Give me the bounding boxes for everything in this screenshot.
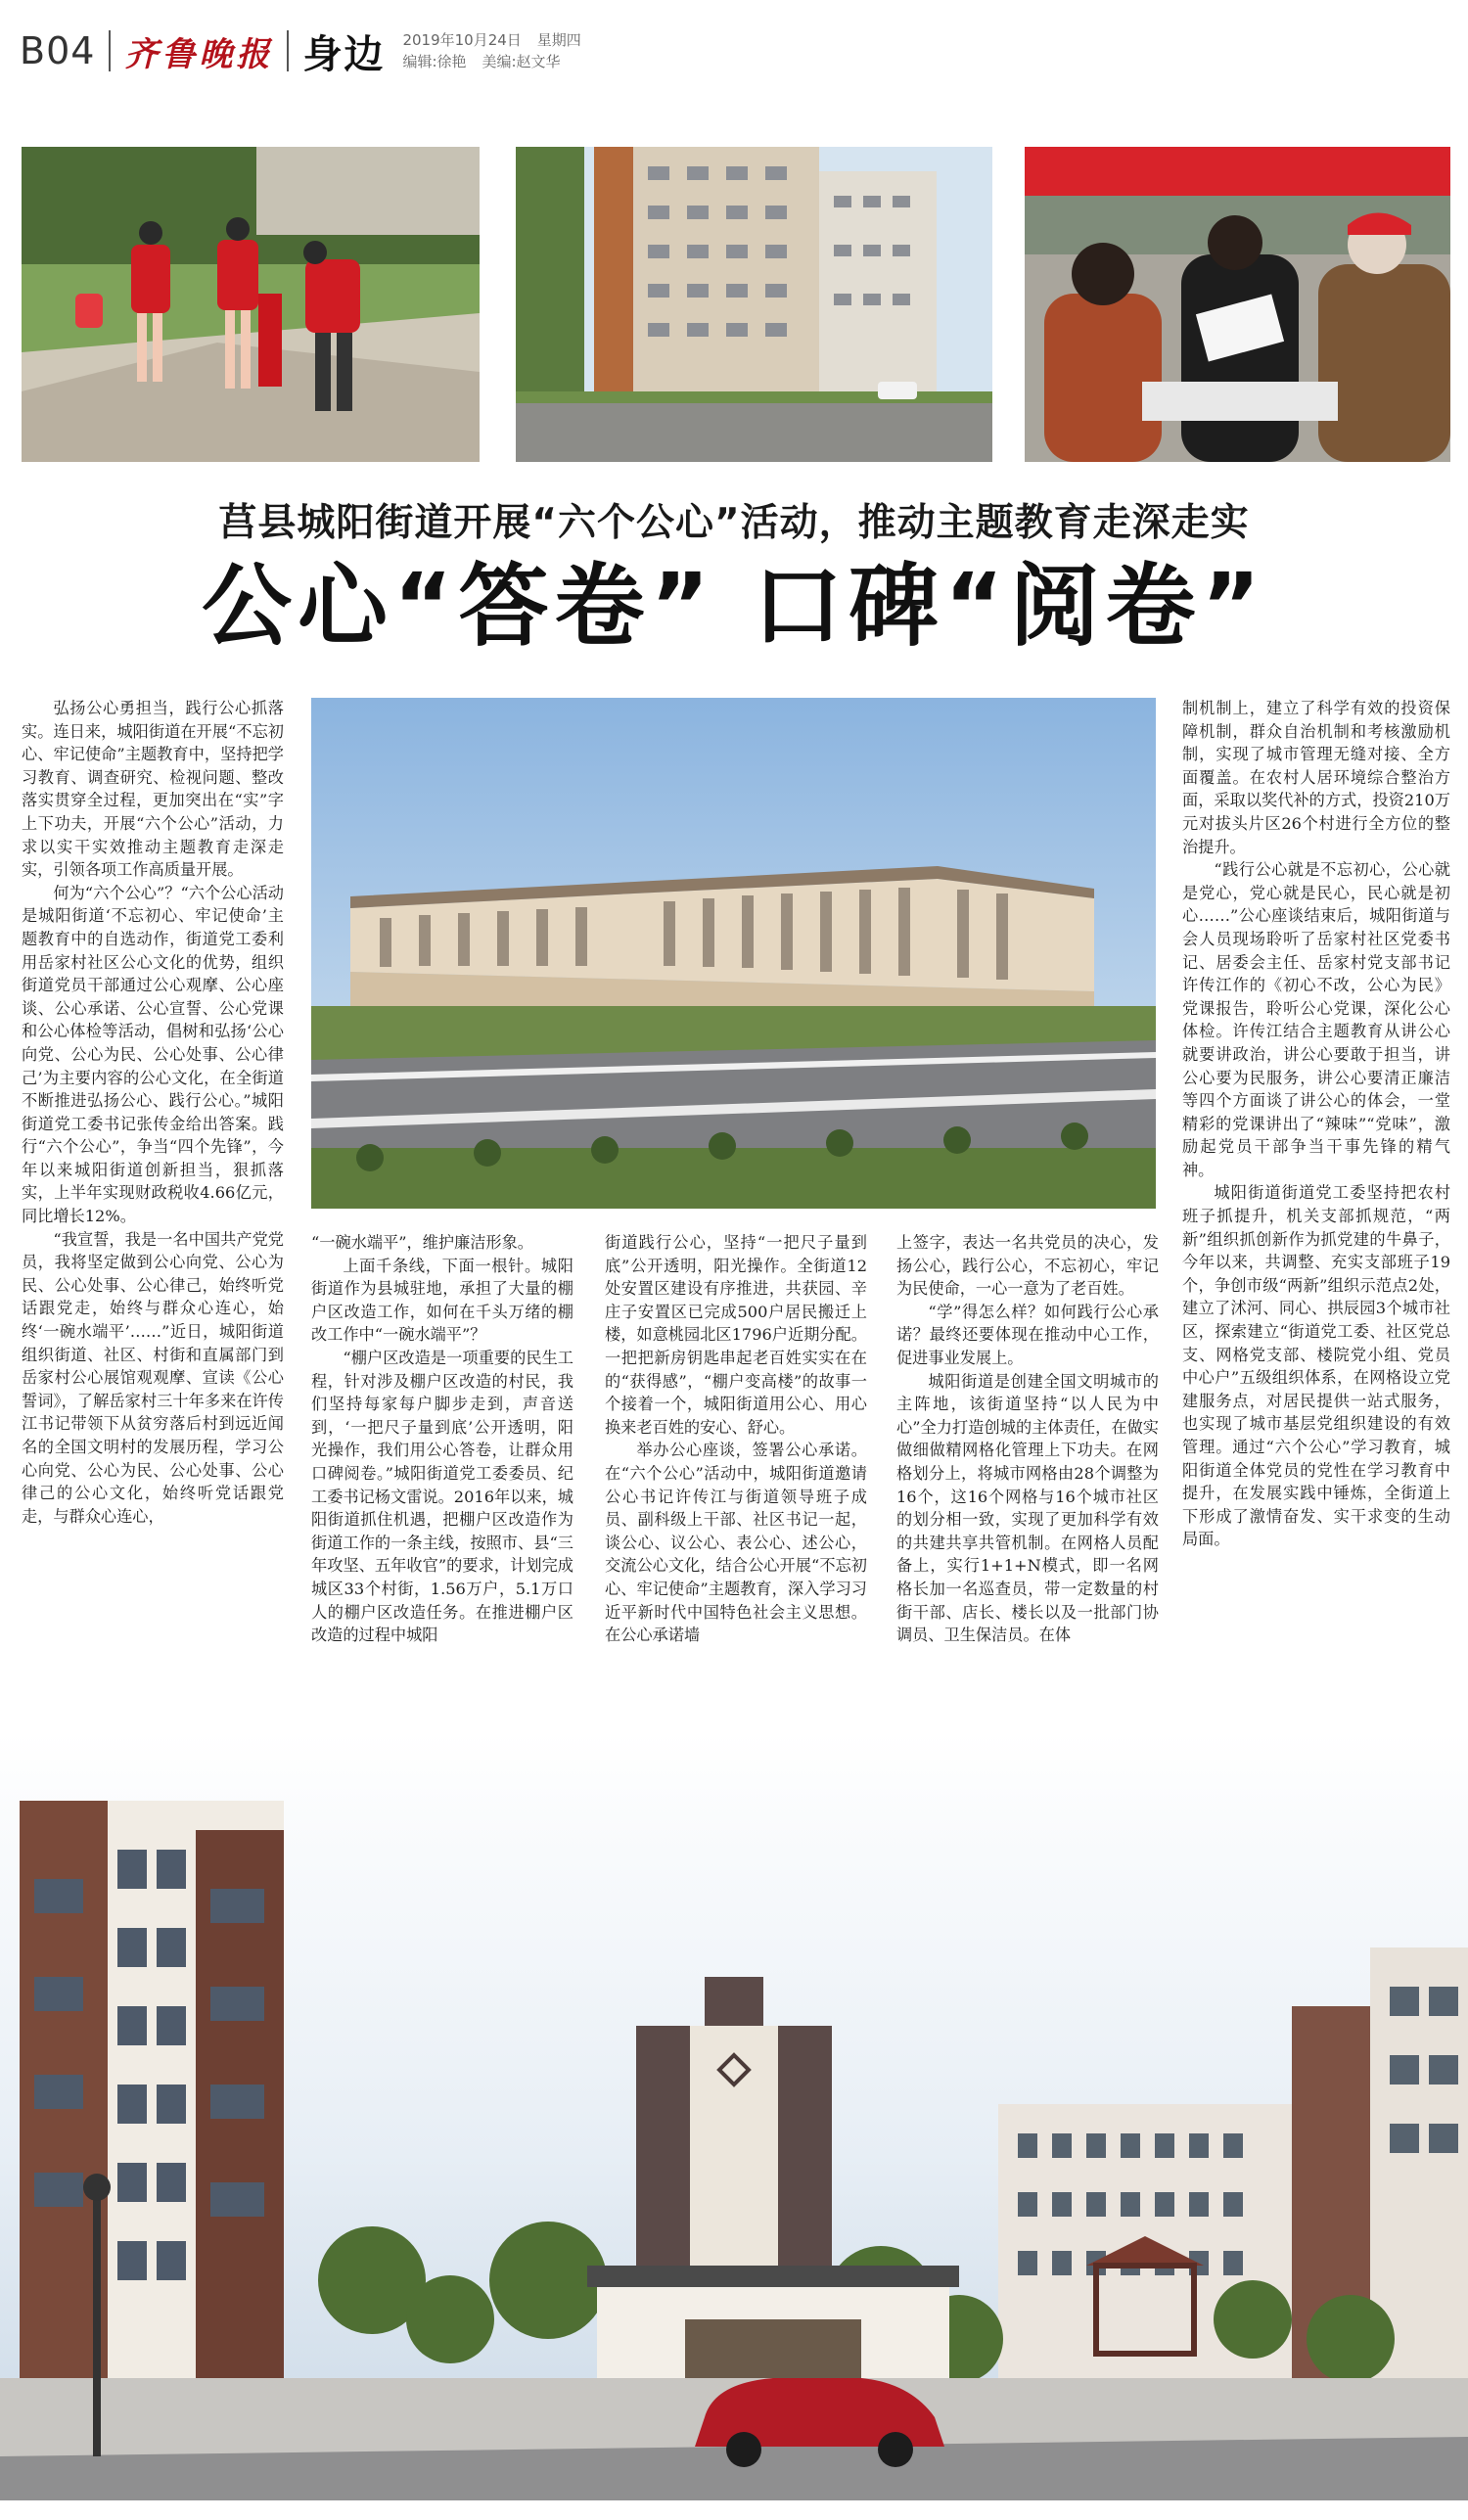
article-headline: 公心“答卷” 口碑“阅卷” (202, 554, 1266, 659)
masthead-divider (287, 30, 289, 71)
article-column-1 (22, 697, 284, 1742)
issue-weekday: 星期四 (536, 31, 581, 49)
masthead (20, 22, 1448, 80)
designer-credit: 美编:赵文华 (482, 53, 561, 70)
masthead-divider (109, 30, 111, 71)
paragraph: 何为“六个公心”？“六个公心活动是城阳街道‘不忘初心、牢记使命’主题教育中的自选动作，街道党工委利用岳家村社区公心文化的优势，组织街道党员干部通过公心观摩、公心座谈、公心承诺、公心宣誓、公心党课和公心体检等活动，倡树和弘扬‘公心向党、公心为民、公心处事、公心律己’为主要内容的公心文化，在全街道不断推进弘扬公心、践行公心。”城阳街道党工委书记张传金给出答案。践行“六个公心”，争当“四个先锋”，今年以来城阳街道创新担当，狠抓落实，上半年实现财政税收4.66亿元，同比增长12%。 (22, 883, 284, 1226)
paragraph: “践行公心就是不忘初心，公心就是党心，党心就是民心，民心就是初心……”公心座谈结束后，城阳街道与会人员现场聆听了岳家村社区党委书记、居委会主任、岳家村党支部书记许传江作的《初心不改，公心为民》党课报告，聆听公心党课，深化公心体检。许传江结合主题教育从讲公心就要讲政治，讲公心要敢于担当，讲公心要为民服务，讲公心要清正廉洁等四个方面谈了讲公心的体会，一堂精彩的党课讲出了“辣味”“党味”，激励起党员干部争当干事先锋的精气神。 (1182, 860, 1450, 1179)
paragraph: 上面千条线，下面一根针。城阳街道作为县城驻地，承担了大量的棚户区改造工作，如何在千头万绪的棚改工作中“一碗水端平”？ (311, 1256, 573, 1345)
photo-resettlement-apartments (311, 698, 1156, 1209)
article-kicker: 莒县城阳街道开展“六个公心”活动，推动主题教育走深走实 (218, 501, 1250, 545)
photo-women-consultation-event (1025, 147, 1450, 462)
article-column-4 (896, 1231, 1159, 1742)
paragraph: “一碗水端平”，维护廉洁形象。 (311, 1233, 533, 1252)
photo-community-plaza (0, 1732, 1468, 2500)
paragraph: “学”得怎么样？如何践行公心承诺？最终还要体现在推动中心工作，促进事业发展上。 (896, 1302, 1159, 1367)
article-column-2 (311, 1231, 573, 1742)
issue-date: 2019年10月24日 (402, 31, 522, 49)
paragraph: 城阳街道是创建全国文明城市的主阵地，该街道坚持“以人民为中心”全力打造创城的主体责任，在做实做细做精网格化管理上下功夫。在网格划分上，将城市网格由28个调整为16个，这16个网格与16个城市社区的划分相一致，实现了更加科学有效的共建共享共管机制。在网格人员配备上，实行1+1+N模式，即一名网格长加一名巡查员，带一定数量的村街干部、店长、楼长以及一批部门协调员、卫生保洁员。在体 (896, 1371, 1159, 1645)
photo-residential-buildings (516, 147, 992, 462)
paragraph: “棚户区改造是一项重要的民生工程，针对涉及棚户区改造的村民，我们坚持每家每户脚步走到，声音送到，‘一把尺子量到底’公开透明，阳光操作，我们用公心答卷，让群众用口碑阅卷。”城阳街道党工委委员、纪工委书记杨文雷说。2016年以来，城阳街道抓住机遇，把棚户区改造作为街道工作的一条主线，按照市、县“三年攻坚、五年收官”的要求，计划完成城区33个村街，1.56万户，5.1万口人的棚户区改造任务。在推进棚户区改造的过程中城阳 (311, 1348, 573, 1645)
paragraph: 制机制上，建立了科学有效的投资保障机制，群众自治机制和考核激励机制，实现了城市管理无缝对接、全方面覆盖。在农村人居环境综合整治方面，采取以奖代补的方式，投资210万元对拔头片区26个村进行全方位的整治提升。 (1182, 699, 1450, 856)
page-number: B04 (20, 29, 96, 72)
photo-volunteers-cleaning (22, 147, 480, 462)
paragraph: 街道践行公心，坚持“一把尺子量到底”公开透明，阳光操作。全街道12处安置区建设有序推进，共获园、辛庄子安置区已完成500户居民搬迁上楼，如意桃园北区1796户近期分配。一把把新房钥匙串起老百姓实实在在的“获得感”，“棚户变高楼”的故事一个接着一个，城阳街道用公心、用心换来老百姓的安心、舒心。 (605, 1233, 867, 1437)
paper-name-logo: 齐鲁晚报 (124, 34, 274, 74)
editor-credit: 编辑:徐艳 (402, 53, 467, 70)
paragraph: 举办公心座谈，签署公心承诺。在“六个公心”活动中，城阳街道邀请公心书记许传江与街道领导班子成员、副科级上干部、社区书记一起，谈公心、议公心、表公心、述公心，交流公心文化，结合公心开展“不忘初心、牢记使命”主题教育，深入学习习近平新时代中国特色社会主义思想。在公心承诺墙 (605, 1441, 867, 1645)
masthead-meta (402, 29, 580, 72)
paragraph: “我宣誓，我是一名中国共产党党员，我将坚定做到公心向党、公心为民、公心处事、公心律己，始终听党话跟党走，始终与群众心连心，始终‘一碗水端平’……”近日，城阳街道组织街道、社区、村街和直属部门到岳家村公心展馆观观摩、宣读《公心誓词》，了解岳家村三十年多来在许传江书记带领下从贫穷落后村到远近闻名的全国文明村的发展历程，学习公心向党、公心为民、公心处事、公心律己的公心文化，始终听党话跟党走，与群众心连心， (22, 1229, 284, 1526)
paragraph: 上签字，表达一名共党员的决心，发扬公心，践行公心，不忘初心，牢记为民使命，一心一意为了老百姓。 (896, 1233, 1159, 1299)
section-name: 身边 (302, 31, 386, 77)
paragraph: 城阳街道街道党工委坚持把农村班子抓提升，机关支部抓规范，“两新”组织抓创新作为抓党建的牛鼻子，今年以来，共调整、充实支部班子19个，争创市级“两新”组织示范点2处，建立了沭河、同心、拱辰园3个城市社区，探索建立“街道党工委、社区党总支、网格党支部、楼院党小组、党员中心户”五级组织体系，在网格设立党建服务点，对居民提供一站式服务，也实现了城市基层党组织建设的有效管理。通过“六个公心”学习教育，城阳街道全体党员的党性在学习教育中提升，在发展实践中锤炼，全街道上下形成了激情奋发、实干求变的生动局面。 (1182, 1183, 1450, 1549)
article-column-3 (605, 1231, 867, 1742)
paragraph: 弘扬公心勇担当，践行公心抓落实。连日来，城阳街道在开展“不忘初心、牢记使命”主题教育中，坚持把学习教育、调查研究、检视问题、整改落实贯穿全过程，更加突出在“实”字上下功夫，开展“六个公心”活动，力求以实干实效推动主题教育走深走实，引领各项工作高质量开展。 (22, 699, 284, 880)
article-column-5 (1182, 697, 1450, 1742)
